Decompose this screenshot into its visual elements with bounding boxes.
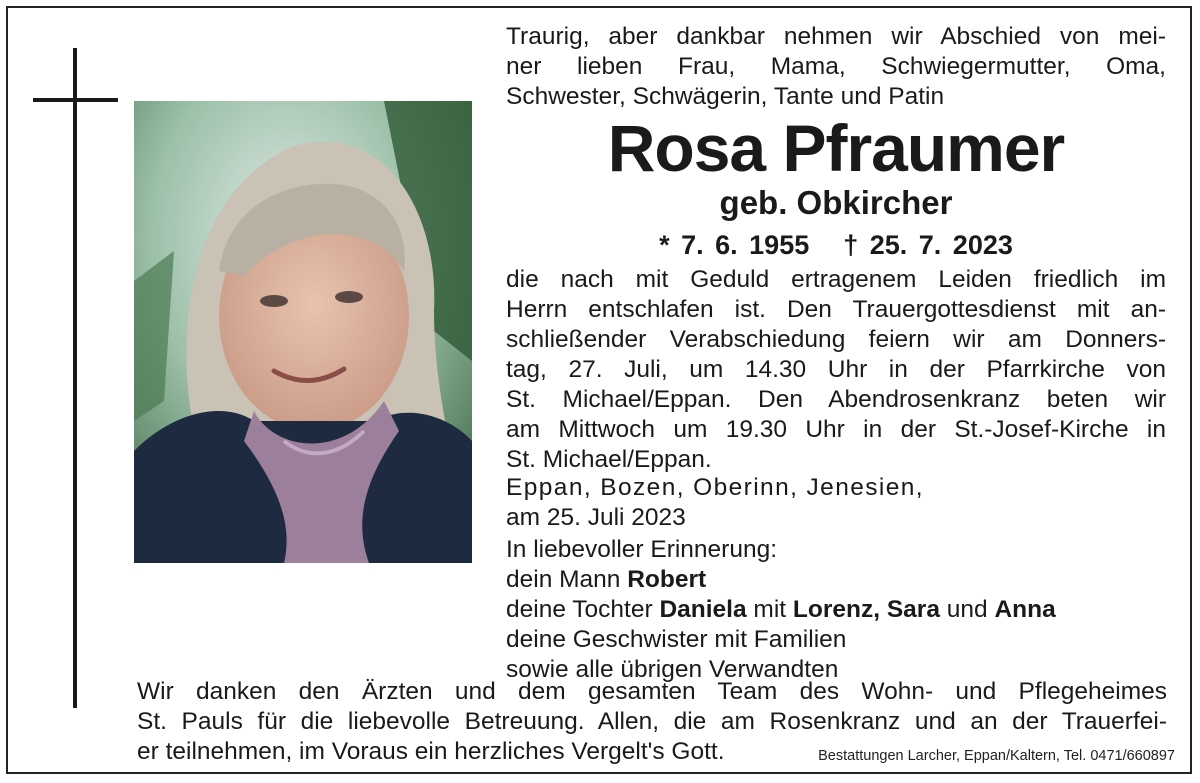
body-line: St. Michael/Eppan. [506,446,712,473]
daughter-name: Daniela [659,596,747,623]
birth-date: * 7. 6. 1955 [659,230,810,260]
intro-line: ner lieben Frau, Mama, Schwiegermutter, Oma, [506,53,1166,80]
grandchild-name: Anna [994,596,1056,623]
memory-line: In liebevoller Erinnerung: [506,536,778,563]
family-names: Lorenz, Sara [792,596,940,623]
husband-name: Robert [627,566,707,593]
body-line: die nach mit Geduld ertragenem Leiden friedlich im [506,266,1166,293]
life-dates [506,229,1166,261]
thanks-line: er teilnehmen, im Voraus ein herzliches Vergelt's Gott. [137,738,725,765]
intro-line: Schwester, Schwägerin, Tante und Patin [506,83,945,110]
relatives-line: sowie alle übrigen Verwandten [506,656,839,683]
service-details [506,265,1166,475]
intro-line: Traurig, aber dankbar nehmen wir Abschied von mei- [506,23,1166,50]
body-line: tag, 27. Juli, um 14.30 Uhr in der Pfarrkirche von [506,356,1166,383]
place-line: Eppan, Bozen, Oberinn, Jenesien, [506,474,924,501]
body-line: St. Michael/Eppan. Den Abendrosenkranz beten wir [506,386,1166,413]
date-line: am 25. Juli 2023 [506,504,686,531]
body-line: schließender Verabschiedung feiern wir am Donners- [506,326,1166,353]
intro-text [506,22,1166,112]
husband-line: dein Mann Robert [506,566,707,593]
body-line: Herrn entschlafen ist. Den Trauergottesdienst mit an- [506,296,1166,323]
thanks-line: St. Pauls für die liebevolle Betreuung. Allen, die am Rosenkranz und an der Trauerfei- [137,708,1167,735]
siblings-line: deine Geschwister mit Familien [506,626,847,653]
body-line: am Mittwoch um 19.30 Uhr in der St.-Josef-Kirche in [506,416,1166,443]
maiden-name: geb. Obkircher [719,184,953,221]
death-date: † 25. 7. 2023 [843,230,1013,260]
daughter-line: deine Tochter Daniela mit Lorenz, Sara und Anna [506,596,1056,623]
portrait-photo [134,101,472,563]
place-and-date [506,473,1016,533]
undertaker-credit: Bestattungen Larcher, Eppan/Kaltern, Tel. 0471/660897 [818,748,1175,764]
thanks-line: Wir danken den Ärzten und dem gesamten Team des Wohn- und Pflegeheimes [137,678,1167,705]
deceased-name: Rosa Pfraumer [607,111,1065,185]
mourners-list [506,535,1166,685]
